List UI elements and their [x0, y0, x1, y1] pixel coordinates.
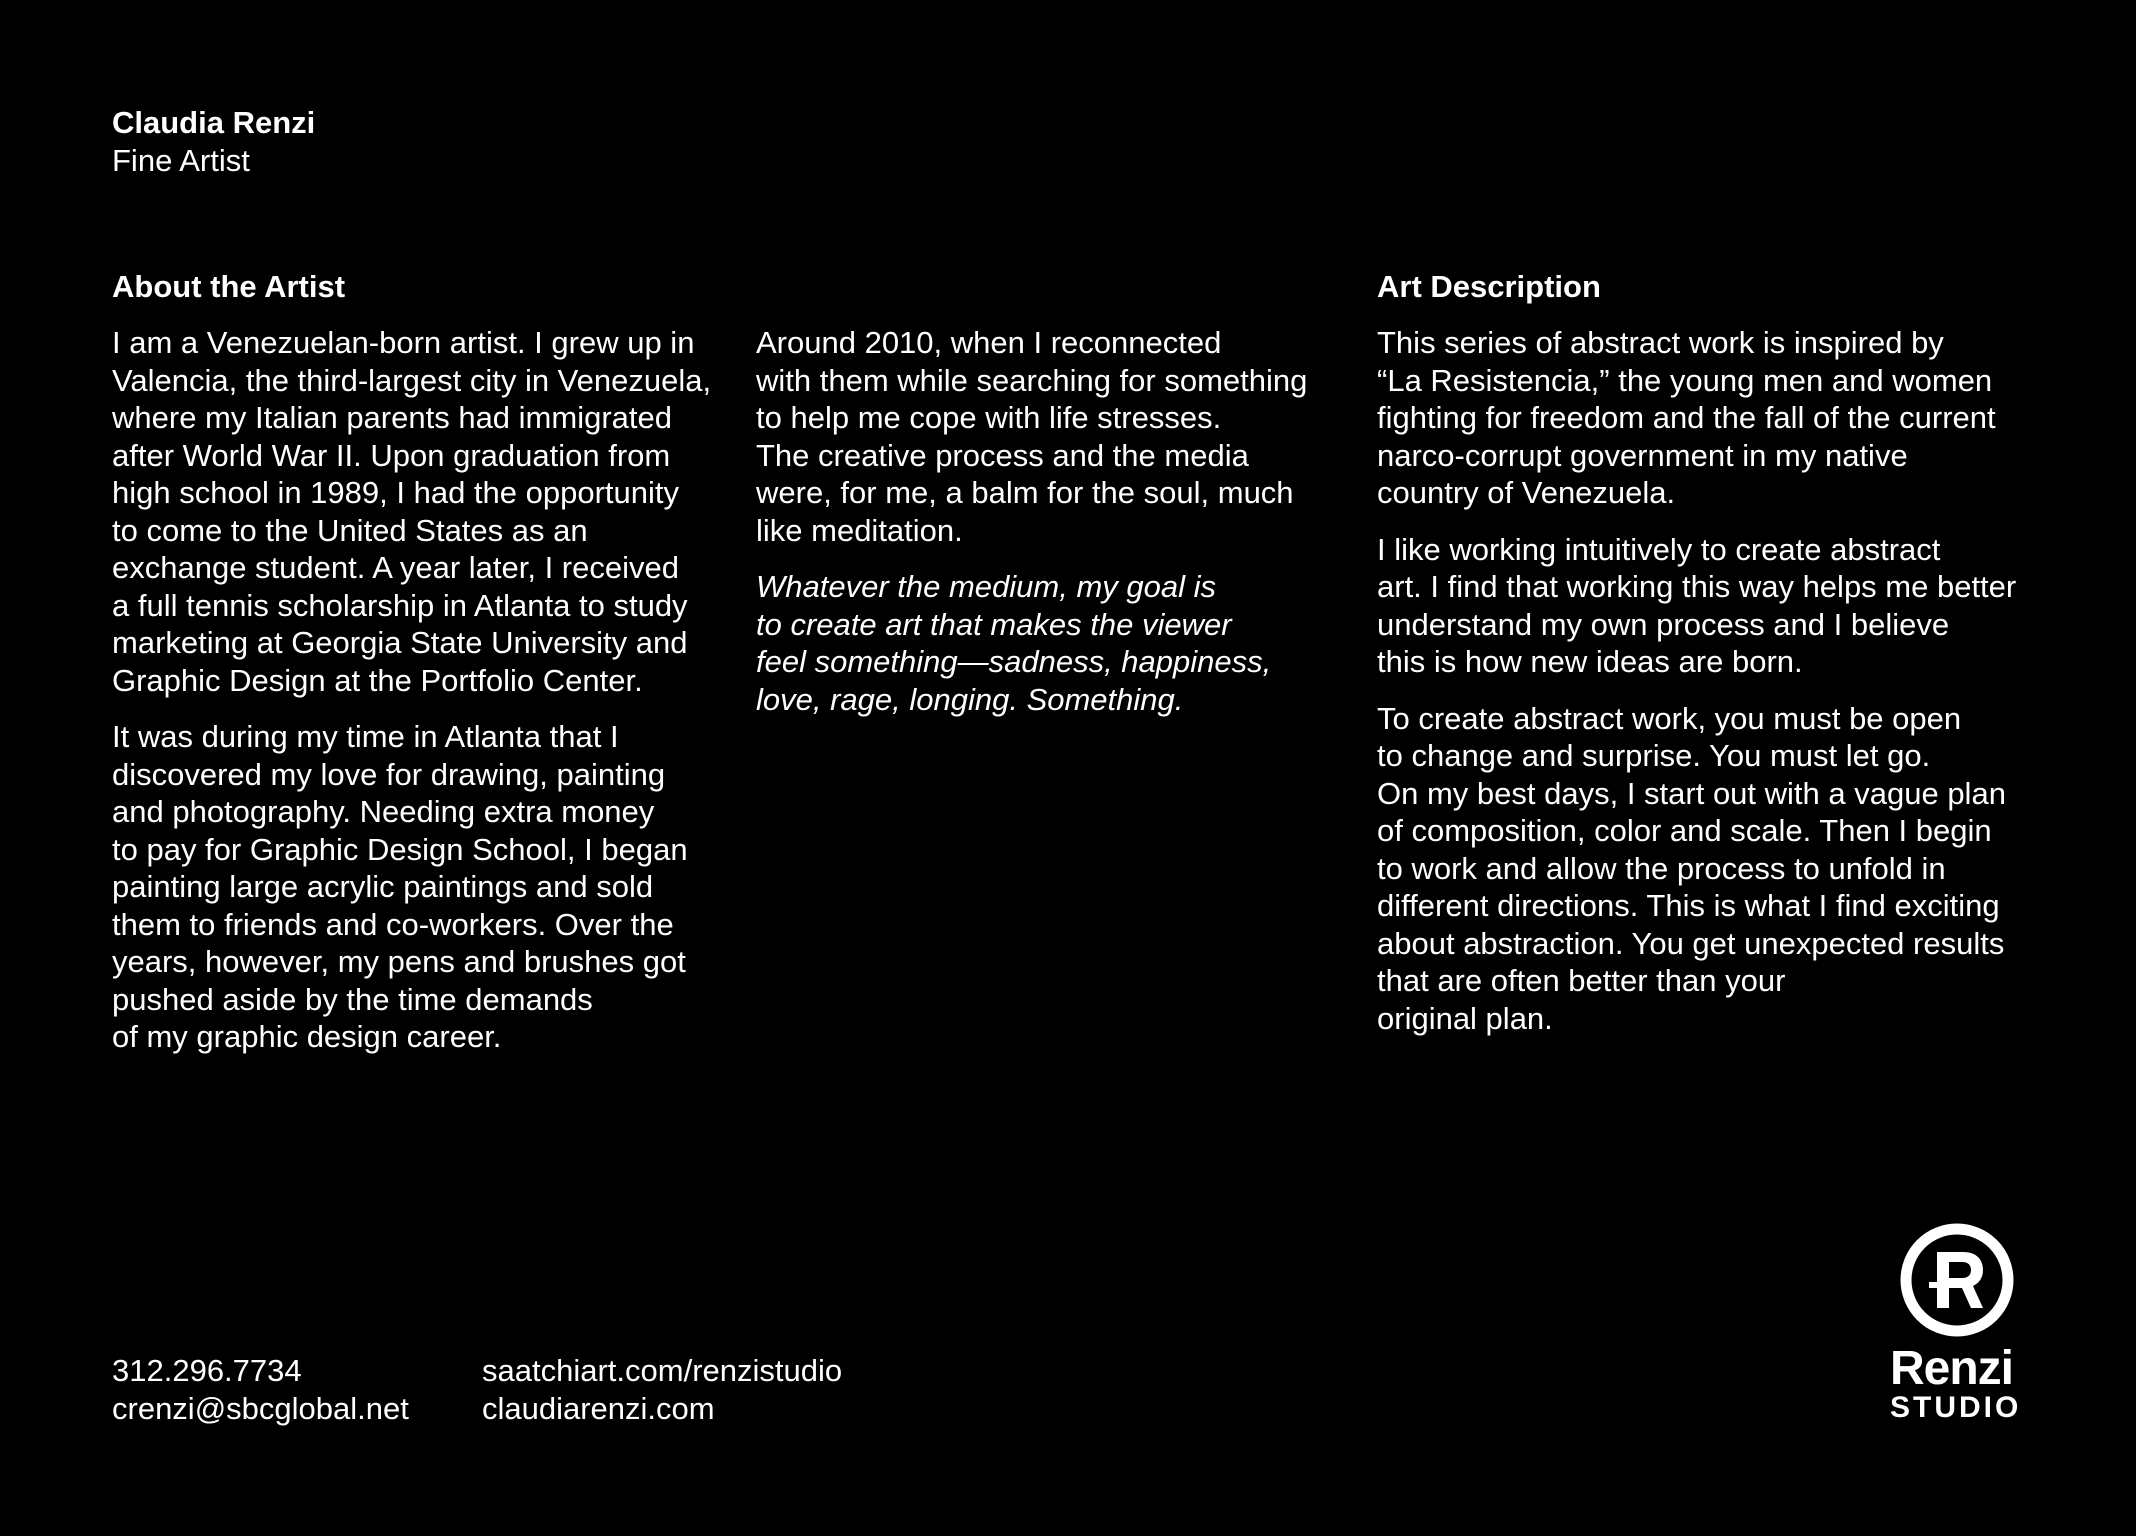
- text-line: that are often better than your: [1377, 963, 1786, 998]
- email-address[interactable]: crenzi@sbcglobal.net: [112, 1390, 409, 1426]
- art-description-heading: Art Description: [1377, 269, 1601, 304]
- text-line: love, rage, longing. Something.: [756, 681, 1184, 717]
- text-line: to pay for Graphic Design School, I began: [112, 831, 688, 867]
- text-line: feel something—sadness, happiness,: [756, 644, 1272, 679]
- contact-info: [112, 1352, 409, 1427]
- website-links: [482, 1352, 842, 1427]
- text-line: It was during my time in Atlanta that I: [112, 719, 619, 754]
- about-heading: About the Artist: [112, 269, 346, 304]
- text-line: exchange student. A year later, I received: [112, 550, 679, 585]
- text-line: art. I find that working this way helps me better: [1377, 569, 2017, 604]
- text-line: with them while searching for something: [756, 362, 1308, 398]
- logo-word: Renzi: [1890, 1342, 2014, 1395]
- text-line: understand my own process and I believe: [1377, 606, 1950, 642]
- text-line: were, for me, a balm for the soul, much: [756, 475, 1294, 510]
- text-line: country of Venezuela.: [1377, 475, 1676, 510]
- personal-website-link[interactable]: claudiarenzi.com: [482, 1390, 715, 1426]
- artist-name: Claudia Renzi: [112, 105, 316, 140]
- text-line: marketing at Georgia State University and: [112, 625, 688, 660]
- text-line: to create art that makes the viewer: [756, 606, 1232, 642]
- artist-quote: [756, 568, 1356, 718]
- text-line: different directions. This is what I find exciting: [1377, 888, 2000, 923]
- text-line: painting large acrylic paintings and sold: [112, 869, 654, 904]
- art-description-paragraph: [1377, 324, 2037, 512]
- text-line: discovered my love for drawing, painting: [112, 756, 666, 792]
- r-circle-logo-icon: [1899, 1222, 2015, 1338]
- text-line: Valencia, the third-largest city in Venezuela,: [112, 362, 712, 398]
- text-line: years, however, my pens and brushes got: [112, 944, 686, 979]
- text-line: On my best days, I start out with a vague plan: [1377, 775, 2006, 811]
- text-line: them to friends and co-workers. Over the: [112, 906, 674, 942]
- text-line: to help me cope with life stresses.: [756, 400, 1222, 435]
- logo-subtitle: STUDIO: [1890, 1391, 2022, 1424]
- text-line: and photography. Needing extra money: [112, 794, 655, 829]
- about-paragraph: [112, 324, 722, 699]
- text-line: I like working intuitively to create abstract: [1377, 531, 1941, 567]
- text-line: This series of abstract work is inspired by: [1377, 325, 1944, 360]
- text-line: a full tennis scholarship in Atlanta to study: [112, 587, 688, 623]
- text-line: of my graphic design career.: [112, 1019, 502, 1054]
- text-line: fighting for freedom and the fall of the current: [1377, 400, 1996, 435]
- text-line: pushed aside by the time demands: [112, 981, 593, 1017]
- text-line: I am a Venezuelan-born artist. I grew up in: [112, 325, 695, 360]
- artist-header: [112, 104, 315, 180]
- about-paragraph: [112, 718, 722, 1056]
- text-line: to change and surprise. You must let go.: [1377, 738, 1931, 773]
- art-description-paragraph: [1377, 531, 2037, 681]
- renzi-studio-logo: [1880, 1222, 2030, 1424]
- phone-number[interactable]: 312.296.7734: [112, 1353, 302, 1388]
- art-description-paragraph: [1377, 700, 2037, 1038]
- text-line: Graphic Design at the Portfolio Center.: [112, 662, 643, 698]
- text-line: this is how new ideas are born.: [1377, 644, 1803, 679]
- text-line: Around 2010, when I reconnected: [756, 325, 1222, 360]
- saatchi-link[interactable]: saatchiart.com/renzistudio: [482, 1353, 843, 1388]
- about-paragraph: [756, 324, 1356, 549]
- text-line: like meditation.: [756, 512, 963, 548]
- art-description-column: [1377, 324, 2037, 1056]
- text-line: original plan.: [1377, 1000, 1553, 1036]
- about-column-1: [112, 324, 722, 1075]
- text-line: to work and allow the process to unfold in: [1377, 850, 1946, 886]
- text-line: to come to the United States as an: [112, 512, 588, 548]
- text-line: narco-corrupt government in my native: [1377, 437, 1908, 473]
- text-line: high school in 1989, I had the opportunity: [112, 475, 680, 510]
- text-line: To create abstract work, you must be open: [1377, 700, 1962, 736]
- artist-role: Fine Artist: [112, 143, 250, 178]
- text-line: The creative process and the media: [756, 437, 1249, 473]
- text-line: Whatever the medium, my goal is: [756, 569, 1217, 604]
- text-line: “La Resistencia,” the young men and women: [1377, 362, 1993, 398]
- text-line: about abstraction. You get unexpected results: [1377, 925, 2005, 961]
- about-column-2: [756, 324, 1356, 737]
- text-line: where my Italian parents had immigrated: [112, 400, 672, 435]
- text-line: of composition, color and scale. Then I begin: [1377, 813, 1992, 848]
- text-line: after World War II. Upon graduation from: [112, 437, 671, 473]
